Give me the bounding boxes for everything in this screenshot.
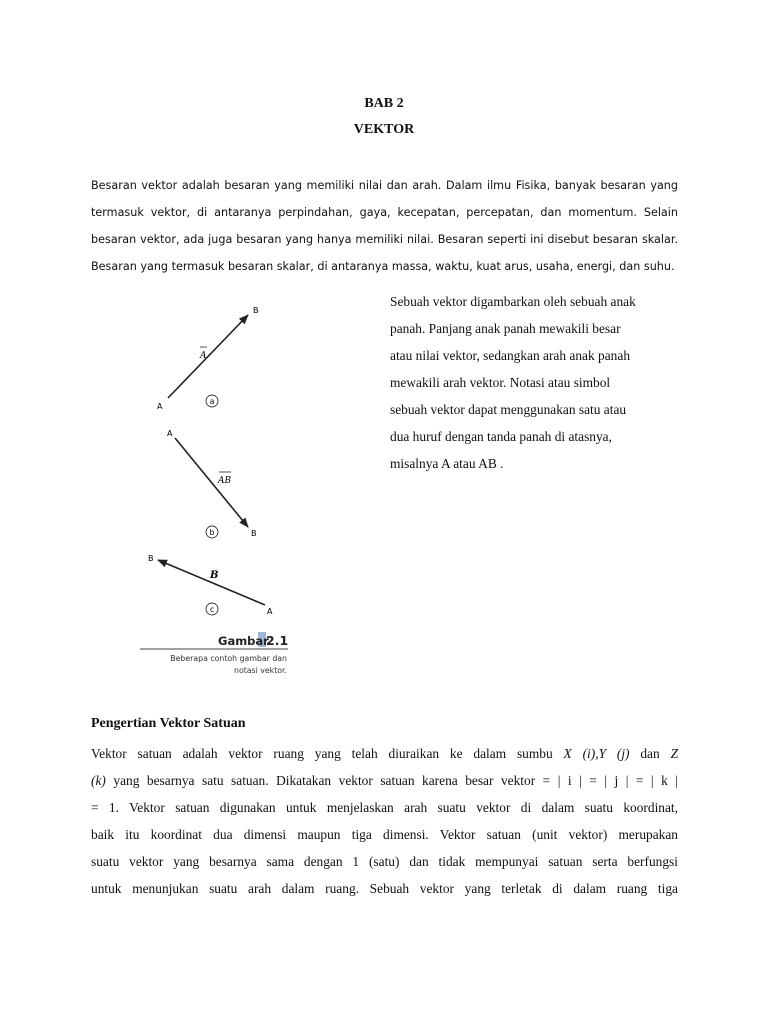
intro-line: Besaran vektor adalah besaran yang memiliki nilai dan arah. Dalam ilmu Fisika, banyak besaran yang (91, 179, 678, 192)
paragraph-line: baik itu koordinat dua dimensi maupun tiga dimensi. Vektor satuan (unit vektor) merupakan (91, 827, 678, 842)
text-run: dan (640, 746, 660, 761)
axis-x: X (i), (563, 746, 599, 761)
paragraph-line: suatu vektor yang besarnya sama dengan 1 (satu) dan tidak mempunyai satuan serta berfungsi (91, 854, 678, 869)
vector-c-arrow (158, 560, 265, 605)
vector-a-end-label: B (253, 306, 259, 315)
vector-b-end-label: B (251, 529, 257, 538)
vector-c-notation: B (210, 570, 219, 581)
chapter-title: VEKTOR (353, 122, 415, 137)
paragraph-line (91, 767, 678, 794)
paragraph-line: untuk menunjukan suatu arah dalam ruang. Sebuah vektor yang terletak di dalam ruang tiga (91, 881, 678, 896)
tag-a-letter: a (209, 397, 215, 406)
caption-text-line1: Beberapa contoh gambar dan (170, 654, 287, 663)
vector-b-start-label: A (167, 429, 173, 438)
caption-text-line2: notasi vektor. (234, 666, 287, 675)
tag-b-letter: b (209, 528, 215, 537)
caption-number: 2.1 (266, 633, 289, 648)
caption-label: Gambar (218, 634, 269, 648)
vector-description (390, 288, 690, 477)
chapter-number: BAB 2 (364, 96, 404, 111)
unit-vector-paragraph (91, 740, 678, 902)
intro-paragraph (91, 172, 678, 280)
description-line: dua huruf dengan tanda panah di atasnya, (390, 429, 612, 444)
vector-b-arrow (175, 438, 248, 527)
vector-a-arrow (168, 315, 248, 398)
description-line: panah. Panjang anak panah mewakili besar (390, 321, 621, 336)
text-run: Vektor satuan adalah vektor ruang yang telah diuraikan ke dalam sumbu (91, 746, 553, 761)
section-heading: Pengertian Vektor Satuan (91, 716, 246, 731)
vector-figure (130, 295, 300, 685)
axis-k: (k) (91, 773, 106, 788)
vector-a-start-label: A (157, 402, 163, 411)
axis-y: Y (j) (598, 746, 630, 761)
vector-c-start-label: A (267, 607, 273, 616)
description-line: sebuah vektor dapat menggunakan satu atau (390, 402, 627, 417)
intro-line: Besaran yang termasuk besaran skalar, di antaranya massa, waktu, kuat arus, usaha, energi, dan suhu. (91, 260, 675, 273)
axis-z: Z (670, 746, 679, 761)
description-line: atau nilai vektor, sedangkan arah anak panah (390, 348, 631, 363)
vector-c-end-label: B (148, 554, 154, 563)
description-line: mewakili arah vektor. Notasi atau simbol (390, 375, 611, 390)
intro-line: besaran vektor, ada juga besaran yang hanya memiliki nilai. Besaran seperti ini disebut besaran skalar. (91, 233, 678, 246)
description-line: misalnya A atau AB . (390, 456, 504, 471)
vector-a-notation: A (200, 351, 207, 361)
intro-line: termasuk vektor, di antaranya perpindahan, gaya, kecepatan, percepatan, dan momentum. Selain (91, 206, 678, 219)
description-line: Sebuah vektor digambarkan oleh sebuah anak (390, 294, 636, 309)
text-run: yang besarnya satu satuan. Dikatakan vektor satuan karena besar vektor = | i | = | j | = | k | (113, 773, 678, 788)
tag-c-letter: c (209, 605, 215, 614)
paragraph-line (91, 740, 678, 767)
vector-b-notation: AB (218, 476, 232, 486)
paragraph-line: = 1. Vektor satuan digunakan untuk menjelaskan arah suatu vektor di dalam suatu koordinat, (91, 800, 678, 815)
